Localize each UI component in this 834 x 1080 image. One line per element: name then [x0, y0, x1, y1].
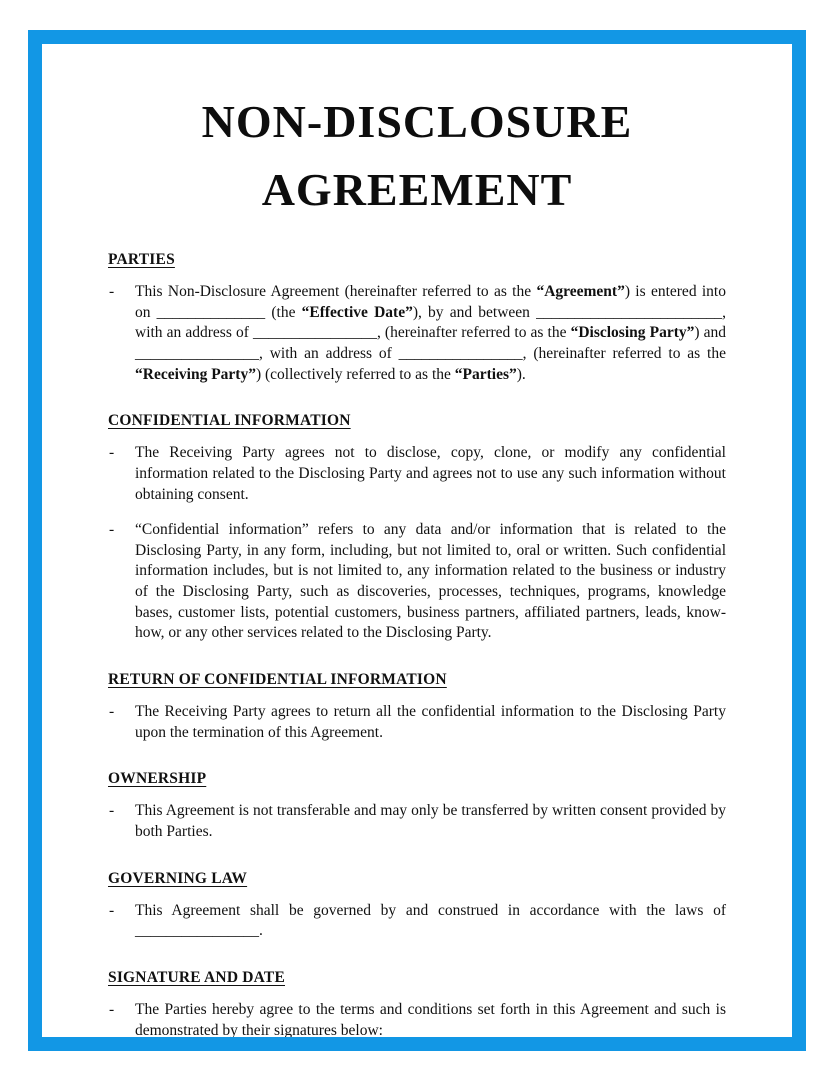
page-content [42, 44, 792, 1037]
section-heading-signature-and-date: SIGNATURE AND DATE [108, 968, 285, 986]
section-heading-ownership: OWNERSHIP [108, 770, 207, 788]
parties-paragraph: This Non-Disclosure Agreement (hereinafter referred to as the “Agreement”) is entered into on ______________ (the “Effective Date”), by and between ________________________, with an address of ________________, (hereinafter referred to as the “Disclosing Party”) and ________________, with an address of ________________, (hereinafter referred to as the “Receiving Party”) (collectively referred to as the “Parties”). [135, 283, 726, 383]
list-item [108, 702, 726, 743]
list-item [108, 801, 726, 842]
governing-law-clause: This Agreement shall be governed by and construed in accordance with the laws of ________________. [135, 901, 726, 940]
list-item [108, 282, 726, 385]
section-ownership [108, 769, 726, 842]
bullet-dash-icon: - [109, 702, 115, 720]
signature-clause: The Parties hereby agree to the terms and conditions set forth in this Agreement and such is demonstrated by their signatures below: [135, 1001, 726, 1037]
section-heading-parties: PARTIES [108, 251, 175, 268]
section-confidential-information [108, 411, 726, 644]
bullet-dash-icon: - [109, 521, 115, 539]
page-frame [28, 30, 806, 1051]
section-parties [108, 250, 726, 385]
section-return-of-confidential-information [108, 670, 726, 743]
list-item [108, 1000, 726, 1037]
page-title-line-1: NON-DISCLOSURE [201, 96, 633, 147]
confidential-clause-1: The Receiving Party agrees not to disclose, copy, clone, or modify any confidential information related to the Disclosing Party and agrees not to use any such information without obtaining consent. [135, 444, 726, 503]
section-governing-law [108, 869, 726, 942]
section-heading-governing-law: GOVERNING LAW [108, 869, 248, 887]
ownership-clause: This Agreement is not transferable and may only be transferred by written consent provided by both Parties. [135, 802, 726, 840]
bullet-dash-icon: - [109, 444, 115, 462]
page-title-line-2: AGREEMENT [261, 164, 573, 215]
list-item [108, 901, 726, 942]
bullet-dash-icon: - [109, 1001, 115, 1019]
bullet-dash-icon: - [109, 283, 115, 301]
page-title [108, 88, 726, 224]
list-item [108, 443, 726, 505]
list-item [108, 520, 726, 644]
return-clause: The Receiving Party agrees to return all the confidential information to the Disclosing Party upon the termination of this Agreement. [135, 702, 726, 741]
section-signature-and-date [108, 968, 726, 1037]
section-heading-return-of-confidential-information: RETURN OF CONFIDENTIAL INFORMATION [108, 670, 447, 688]
bullet-dash-icon: - [109, 802, 115, 820]
bullet-dash-icon: - [109, 901, 115, 919]
section-heading-confidential-information: CONFIDENTIAL INFORMATION [108, 412, 351, 430]
confidential-clause-2: “Confidential information” refers to any data and/or information that is related to the Disclosing Party, in any form, including, but not limited to, oral or written. Such confidential information includes, but is not limited to, any information related to the business or industry of the Disclosing Party, such as discoveries, processes, techniques, programs, knowledge bases, customer lists, potential customers, business partners, affiliated partners, leads, know-how, or any other services related to the Disclosing Party. [135, 521, 726, 642]
